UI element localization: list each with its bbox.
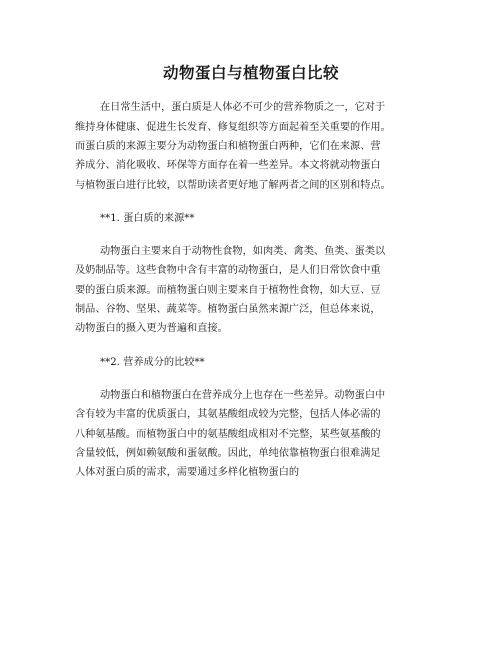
section1-line-5: 动物蛋白的摄入更为普遍和直接。 (75, 323, 228, 334)
section-heading-nutrition: **2. 营养成分的比较** (100, 357, 205, 368)
section1-line-2: 及奶制品等。这些食物中含有丰富的动物蛋白，是人们日常饮食中重 (75, 265, 381, 276)
section2-line-1: 动物蛋白和植物蛋白在营养成分上也存在一些差异。动物蛋白中 (100, 390, 386, 401)
intro-line-4: 养成分、消化吸收、环保等方面存在着一些差异。本文将就动物蛋白 (75, 160, 381, 171)
intro-line-2: 维持身体健康、促进生长发育、修复组织等方面起着至关重要的作用。 (75, 122, 391, 133)
intro-line-3: 而蛋白质的来源主要分为动物蛋白和植物蛋白两种，它们在来源、营 (75, 141, 381, 152)
section2-line-5: 人体对蛋白质的需求，需要通过多样化植物蛋白的 (75, 467, 300, 478)
section-heading-source: **1. 蛋白质的来源** (100, 213, 195, 224)
intro-line-1: 在日常生活中，蛋白质是人体必不可少的营养物质之一，它对于 (100, 102, 386, 113)
section2-line-2: 含有较为丰富的优质蛋白，其氨基酸组成较为完整，包括人体必需的 (75, 409, 381, 420)
intro-line-5: 与植物蛋白进行比较，以帮助读者更好地了解两者之间的区别和特点。 (75, 180, 391, 191)
section1-line-3: 要的蛋白质来源。而植物蛋白则主要来自于植物性食物，如大豆、豆 (75, 285, 381, 296)
section2-line-4: 含量较低，例如赖氨酸和蛋氨酸。因此，单纯依靠植物蛋白很难满足 (75, 448, 381, 459)
document-title: 动物蛋白与植物蛋白比较 (162, 64, 339, 82)
section2-line-3: 八种氨基酸。而植物蛋白中的氨基酸组成相对不完整，某些氨基酸的 (75, 429, 381, 440)
section1-line-1: 动物蛋白主要来自于动物性食物，如肉类、禽类、鱼类、蛋类以 (100, 246, 386, 257)
section1-line-4: 制品、谷物、坚果、蔬菜等。植物蛋白虽然来源广泛，但总体来说， (75, 304, 381, 315)
